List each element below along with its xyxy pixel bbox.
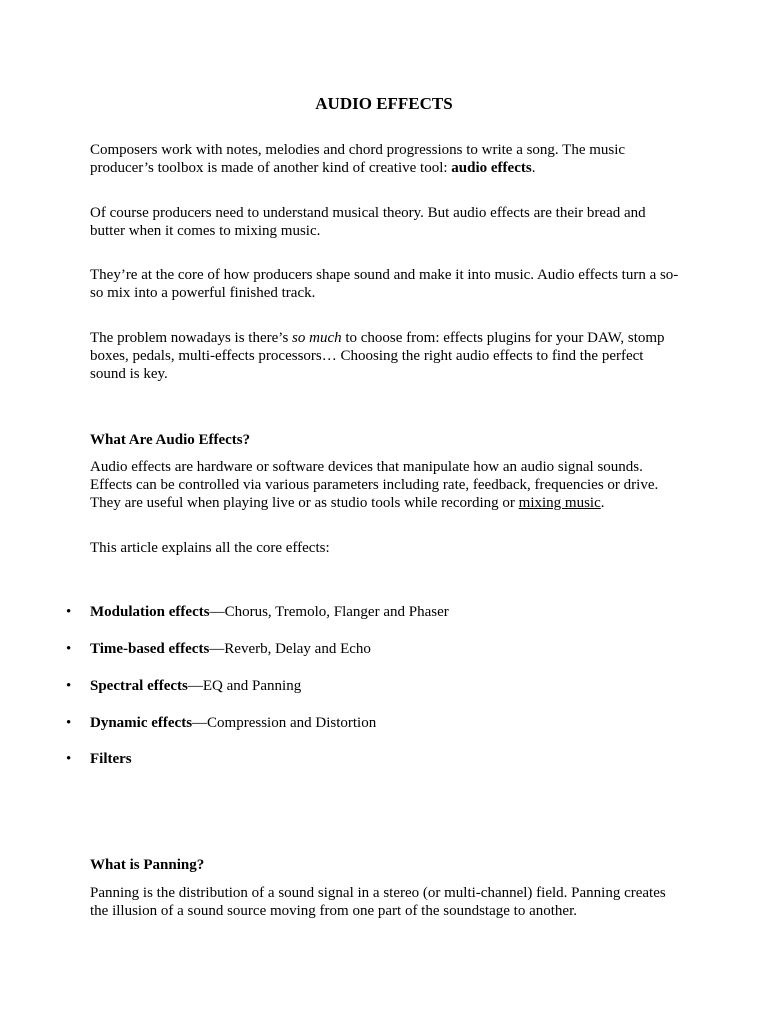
list-item-text (90, 677, 690, 695)
bullet-icon: • (66, 678, 72, 694)
list-item-text (90, 750, 690, 768)
intro-paragraph-3: They’re at the core of how producers shape sound and make it into music. Audio effects turn a so-so mix into a powerful finished track. (90, 267, 679, 301)
list-item-text (90, 640, 690, 658)
list-item-bold: Modulation effects (90, 604, 210, 620)
list-item (0, 714, 768, 732)
section1-paragraph-1 (90, 458, 680, 512)
bullet-icon: • (66, 715, 72, 731)
intro-paragraph-1-text: Composers work with notes, melodies and chord progressions to write a song. The music producer’s toolbox is made of another kind of creative tool: (90, 142, 626, 176)
list-item-text (90, 714, 690, 732)
mixing-music-link[interactable]: mixing music (518, 495, 601, 511)
intro-paragraph-4-start: The problem nowadays is there’s (90, 330, 293, 346)
list-item-rest: —Chorus, Tremolo, Flanger and Phaser (209, 604, 449, 620)
section-heading-panning: What is Panning? (90, 857, 205, 873)
list-item (0, 677, 768, 695)
section1-paragraph-1-end: . (600, 495, 605, 511)
section-heading-audio-effects: What Are Audio Effects? (90, 432, 251, 448)
list-item (0, 603, 768, 621)
intro-paragraph-1-bold: audio effects (451, 160, 532, 176)
list-item (0, 640, 768, 658)
list-item (0, 750, 768, 768)
list-item-rest: —Compression and Distortion (192, 715, 377, 731)
intro-paragraph-2: Of course producers need to understand musical theory. But audio effects are their bread and butter when it comes to mixing music. (90, 205, 646, 239)
list-item-bold: Dynamic effects (90, 715, 193, 731)
intro-paragraph-4-italic: so much (292, 330, 342, 346)
bullet-icon: • (66, 604, 72, 620)
list-item-bold: Time-based effects (90, 641, 210, 657)
bullet-icon: • (66, 641, 72, 657)
intro-paragraph-1 (90, 141, 680, 177)
section1-paragraph-1-text: Audio effects are hardware or software devices that manipulate how an audio signal sounds. Effects can be controlled via various parameters including rate, feedback, frequencies or drive. They are useful when playing live or as studio tools while recording or (90, 459, 659, 511)
section1-paragraph-2: This article explains all the core effects: (90, 540, 330, 556)
list-item-text (90, 603, 690, 621)
page-title: AUDIO EFFECTS (315, 94, 453, 113)
list-item-rest: —Reverb, Delay and Echo (209, 641, 371, 657)
intro-paragraph-4 (90, 329, 680, 383)
section2-paragraph-1: Panning is the distribution of a sound signal in a stereo (or multi-channel) field. Panning creates the illusion of a sound source moving from one part of the soundstage to another. (90, 885, 666, 919)
bullet-icon: • (66, 751, 72, 767)
intro-paragraph-4-end: to choose from: effects plugins for your DAW, stomp boxes, pedals, multi-effects processors… Choosing the right audio effects to find the perfect sound is key. (90, 330, 665, 382)
list-item-rest: —EQ and Panning (187, 678, 302, 694)
list-item-bold: Filters (90, 751, 132, 767)
intro-paragraph-1-end: . (531, 160, 536, 176)
list-item-bold: Spectral effects (90, 678, 188, 694)
